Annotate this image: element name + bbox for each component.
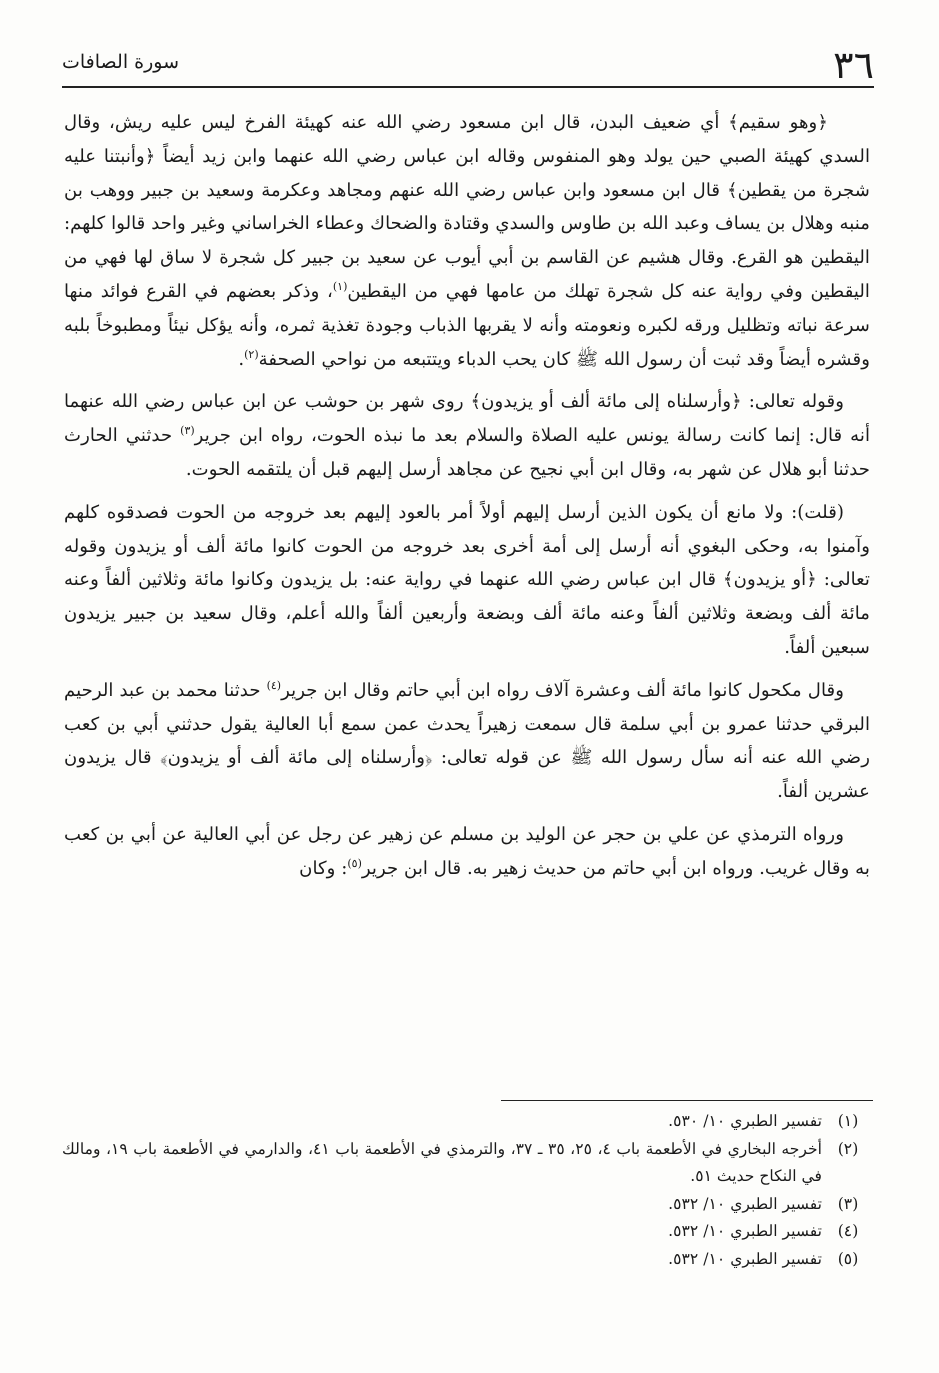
footnote-number: (٢) <box>837 1139 859 1158</box>
footnote-text: تفسير الطبري ١٠/ ٥٣٢. <box>668 1222 822 1240</box>
running-title: سورة الصافات <box>62 51 179 73</box>
footnote-text: تفسير الطبري ١٠/ ٥٣٠. <box>668 1112 822 1130</box>
footnote <box>62 1218 874 1246</box>
header-rule <box>62 86 874 88</box>
paragraph: وقوله تعالى: ﴿وأرسلناه إلى مائة ألف أو يزيدون﴾ روى شهر بن حوشب عن ابن عباس رضي الله عنهما أنه قال: إنما كانت رسالة يونس عليه الصلاة والسلام بعد ما نبذه الحوت، رواه ابن جرير$^{(٣)}$ حدثني الحارث حدثنا أبو هلال عن شهر به، وقال ابن أبي نجيح عن مجاهد أرسل إليهم قبل أن يلتقمه الحوت. <box>64 391 870 480</box>
page-number: ٣٦ <box>833 43 874 87</box>
footnote <box>62 1246 874 1274</box>
footnote-marker: (٤) <box>266 678 282 692</box>
footnote-number: (٥) <box>837 1249 859 1268</box>
paragraph: ورواه الترمذي عن علي بن حجر عن الوليد بن مسلم عن زهير عن رجل عن أبي العالية عن أبي بن كعب به وقال غريب. ورواه ابن أبي حاتم من حديث زهير به. قال ابن جرير$^{(٥)}$: وكان <box>64 823 870 879</box>
footnote-marker: (٣) <box>180 424 195 438</box>
footnote-separator <box>501 1100 873 1101</box>
footnote-text: تفسير الطبري ١٠/ ٥٣٢. <box>668 1249 822 1268</box>
footnote-number: (٣) <box>837 1194 859 1213</box>
footnote-text: تفسير الطبري ١٠/ ٥٣٢. <box>668 1194 822 1213</box>
footnote-marker: (٥) <box>347 856 362 870</box>
paragraph: ﴿وهو سقيم﴾ أي ضعيف البدن، قال ابن مسعود رضي الله عنه كهيئة الفرخ ليس عليه ريش، وقال السدي كهيئة الصبي حين يولد وهو المنفوس وقاله ابن عباس رضي الله عنهما وابن زيد أيضاً ﴿وأنبتنا عليه شجرة من يقطين﴾ قال ابن مسعود وابن عباس رضي الله عنهم ومجاهد وعكرمة وسعيد بن جبير ووهب بن منبه وهلال بن يساف وعبد الله بن طاوس والسدي وقتادة والضحاك وعطاء الخراساني وغير واحد قالوا كلهم: اليقطين هو القرع. وقال هشيم عن القاسم بن أبي أيوب عن سعيد بن جبير كل شجرة لا ساق لها فهي من اليقطين وفي رواية عنه كل شجرة تهلك من عامها فهي من اليقطين$^{(١)}$، وذكر بعضهم في القرع فوائد منها سرعة نباته وتظليل ورقه لكبره ونعومته وأنه لا يقربها الذباب وجودة تغذية ثمره، وأنه يؤكل نيئاً ومطبوخاً بلبه وقشره أيضاً وقد ثبت أن رسول الله ﷺ كان يحب الدباء ويتتبعه من نواحي الصحفة$^{(٢)}$. <box>64 112 870 370</box>
paragraph: وقال مكحول كانوا مائة ألف وعشرة آلاف رواه ابن أبي حاتم وقال ابن جرير$^{(٤)}$ حدثنا محمد بن عبد الرحيم البرقي حدثنا عمرو بن أبي سلمة قال سمعت زهيراً يحدث عمن سمع أبا العالية يقول حدثني أبي بن كعب رضي الله عنه أنه سأل رسول الله ﷺ عن قوله تعالى: ﴿وأرسلناه إلى مائة ألف أو يزيدون﴾ قال يزيدون عشرين ألفاً. <box>64 678 870 803</box>
footnote <box>62 1136 874 1191</box>
footnote-number: (١) <box>837 1112 859 1130</box>
paragraph: (قلت): ولا مانع أن يكون الذين أرسل إليهم أولاً أمر بالعود إليهم بعد خروجه من الحوت فصدقوه كلهم وآمنوا به، وحكى البغوي أنه أرسل إلى أمة أخرى بعد خروجه من الحوت كانوا مائة ألف أو يزيدون وقوله تعالى: ﴿أو يزيدون﴾ قال ابن عباس رضي الله عنهما في رواية عنه: بل يزيدون وكانوا مائة وثلاثين ألفاً وعنه مائة ألف وبضعة وثلاثين ألفاً وعنه مائة ألف وبضعة وأربعين ألفاً والله أعلم، وقال سعيد بن جبير يزيدون سبعين ألفاً. <box>64 501 870 658</box>
footnote-text: أخرجه البخاري في الأطعمة باب ٤، ٢٥، ٣٥ ـ ٣٧، والترمذي في الأطعمة باب ٤١، والدارمي في الأطعمة باب ١٩، ومالك في النكاح حديث ٥١. <box>62 1139 822 1185</box>
footnotes <box>62 1108 874 1273</box>
main-text <box>64 106 870 895</box>
footnote-marker: (٢) <box>244 347 259 361</box>
page-header <box>62 40 874 90</box>
footnote-marker: (١) <box>332 279 348 293</box>
footnote <box>62 1191 874 1219</box>
footnote-number: (٤) <box>837 1222 859 1240</box>
footnote <box>62 1108 874 1136</box>
